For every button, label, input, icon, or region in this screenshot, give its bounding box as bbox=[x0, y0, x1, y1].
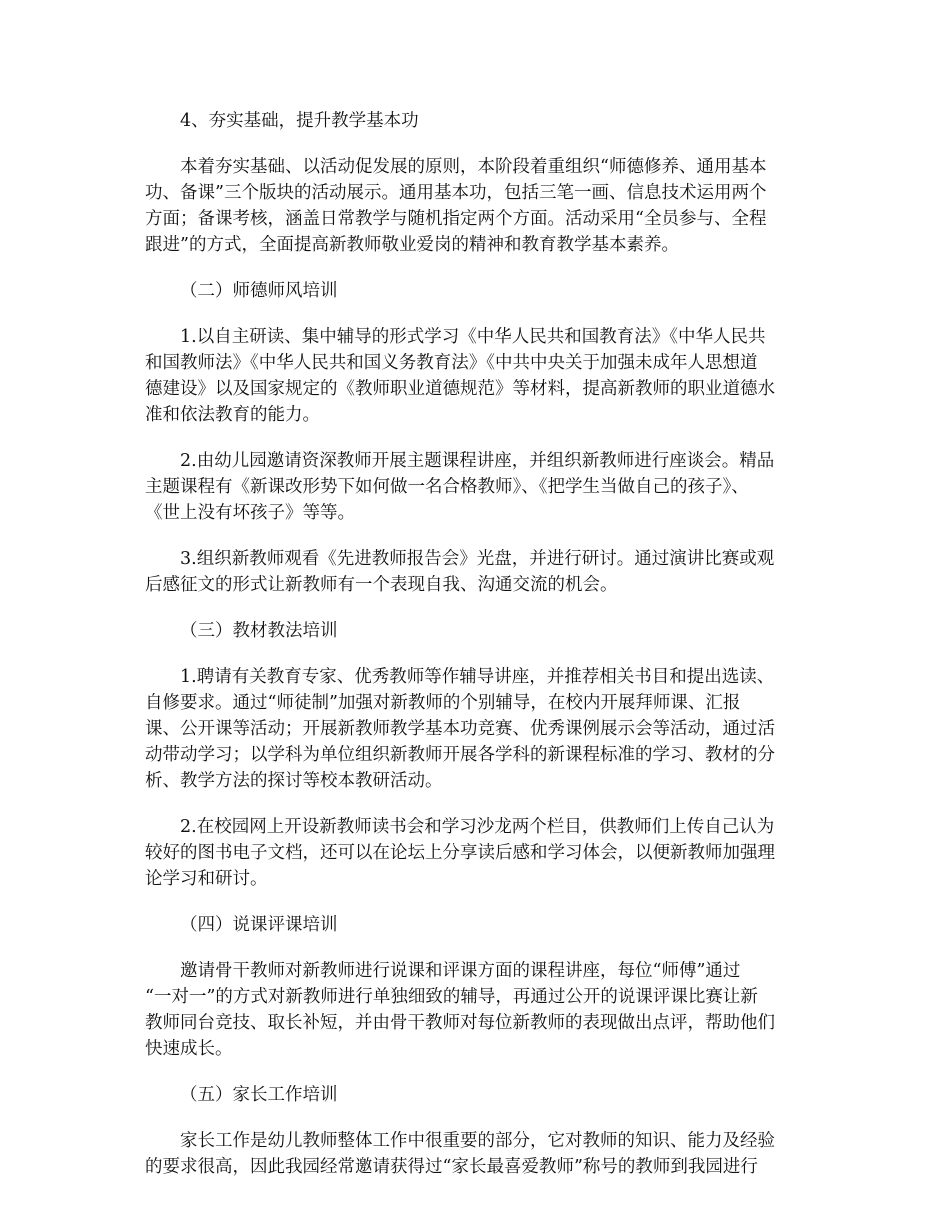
text-line: 功、备课”三个版块的活动展示。通用基本功，包括三笔一画、信息技术运用两个 bbox=[145, 183, 767, 203]
paragraph bbox=[145, 546, 809, 598]
text-line: 较好的图书电子文档，还可以在论坛上分享读后感和学习体会，以便新教师加强理 bbox=[145, 843, 775, 863]
text-line: （五）家长工作培训 bbox=[180, 1085, 338, 1105]
text-line: 2.在校园网上开设新教师读书会和学习沙龙两个栏目，供教师们上传自己认为 bbox=[180, 817, 775, 837]
section-heading bbox=[145, 912, 809, 938]
paragraph bbox=[145, 958, 809, 1062]
paragraph bbox=[145, 664, 809, 794]
section-heading bbox=[145, 618, 809, 644]
text-line: 4、夯实基础，提升教学基本功 bbox=[180, 111, 419, 131]
paragraph bbox=[145, 814, 809, 892]
paragraph bbox=[145, 324, 809, 428]
text-line: 准和依法教育的能力。 bbox=[145, 405, 320, 425]
text-line: 本着夯实基础、以活动促发展的原则，本阶段着重组织“师德修养、通用基本 bbox=[180, 157, 767, 177]
text-line: 方面；备课考核，涵盖日常教学与随机指定两个方面。活动采用“全员参与、全程 bbox=[145, 209, 767, 229]
text-line: 的要求很高，因此我园经常邀请获得过“家长最喜爱教师”称号的教师到我园进行 bbox=[145, 1157, 758, 1177]
paragraph bbox=[145, 1128, 809, 1180]
text-line: 论学习和研讨。 bbox=[145, 869, 268, 889]
text-line: 课、公开课等活动；开展新教师教学基本功竞赛、优秀课例展示会等活动，通过活 bbox=[145, 719, 775, 739]
paragraph bbox=[145, 154, 809, 258]
text-line: （二）师德师风培训 bbox=[180, 281, 338, 301]
section-heading bbox=[145, 278, 809, 304]
text-line: 主题课程有《新课改形势下如何做一名合格教师》、《把学生当做自己的孩子》、 bbox=[145, 477, 749, 497]
section-heading bbox=[145, 108, 809, 134]
document-body bbox=[145, 108, 809, 1200]
text-line: 快速成长。 bbox=[145, 1039, 233, 1059]
paragraph bbox=[145, 448, 809, 526]
text-line: 3.组织新教师观看《先进教师报告会》光盘，并进行研讨。通过演讲比赛或观 bbox=[180, 549, 775, 569]
section-heading bbox=[145, 1082, 809, 1108]
text-line: 自修要求。通过“师徒制”加强对新教师的个别辅导，在校内开展拜师课、汇报 bbox=[145, 693, 741, 713]
text-line: 2.由幼儿园邀请资深教师开展主题课程讲座，并组织新教师进行座谈会。精品 bbox=[180, 451, 775, 471]
text-line: 教师同台竞技、取长补短，并由骨干教师对每位新教师的表现做出点评，帮助他们 bbox=[145, 1013, 775, 1033]
text-line: 析、教学方法的探讨等校本教研活动。 bbox=[145, 771, 443, 791]
text-line: 1.以自主研读、集中辅导的形式学习《中华人民共和国教育法》《中华人民共 bbox=[180, 327, 766, 347]
text-line: “一对一”的方式对新教师进行单独细致的辅导，再通过公开的说课评课比赛让新 bbox=[145, 987, 758, 1007]
text-line: 后感征文的形式让新教师有一个表现自我、沟通交流的机会。 bbox=[145, 575, 618, 595]
text-line: 《世上没有坏孩子》等等。 bbox=[145, 503, 355, 523]
text-line: 德建设》以及国家规定的《教师职业道德规范》等材料，提高新教师的职业道德水 bbox=[145, 379, 775, 399]
text-line: （三）教材教法培训 bbox=[180, 621, 338, 641]
text-line: 邀请骨干教师对新教师进行说课和评课方面的课程讲座，每位“师傅”通过 bbox=[180, 961, 741, 981]
text-line: （四）说课评课培训 bbox=[180, 915, 338, 935]
text-line: 1.聘请有关教育专家、优秀教师等作辅导讲座，并推荐相关书目和提出选读、 bbox=[180, 667, 775, 687]
text-line: 家长工作是幼儿教师整体工作中很重要的部分，它对教师的知识、能力及经验 bbox=[180, 1131, 775, 1151]
text-line: 和国教师法》《中华人民共和国义务教育法》《中共中央关于加强未成年人思想道 bbox=[145, 353, 758, 373]
text-line: 跟进”的方式，全面提高新教师敬业爱岗的精神和教育教学基本素养。 bbox=[145, 235, 679, 255]
text-line: 动带动学习；以学科为单位组织新教师开展各学科的新课程标准的学习、教材的分 bbox=[145, 745, 775, 765]
